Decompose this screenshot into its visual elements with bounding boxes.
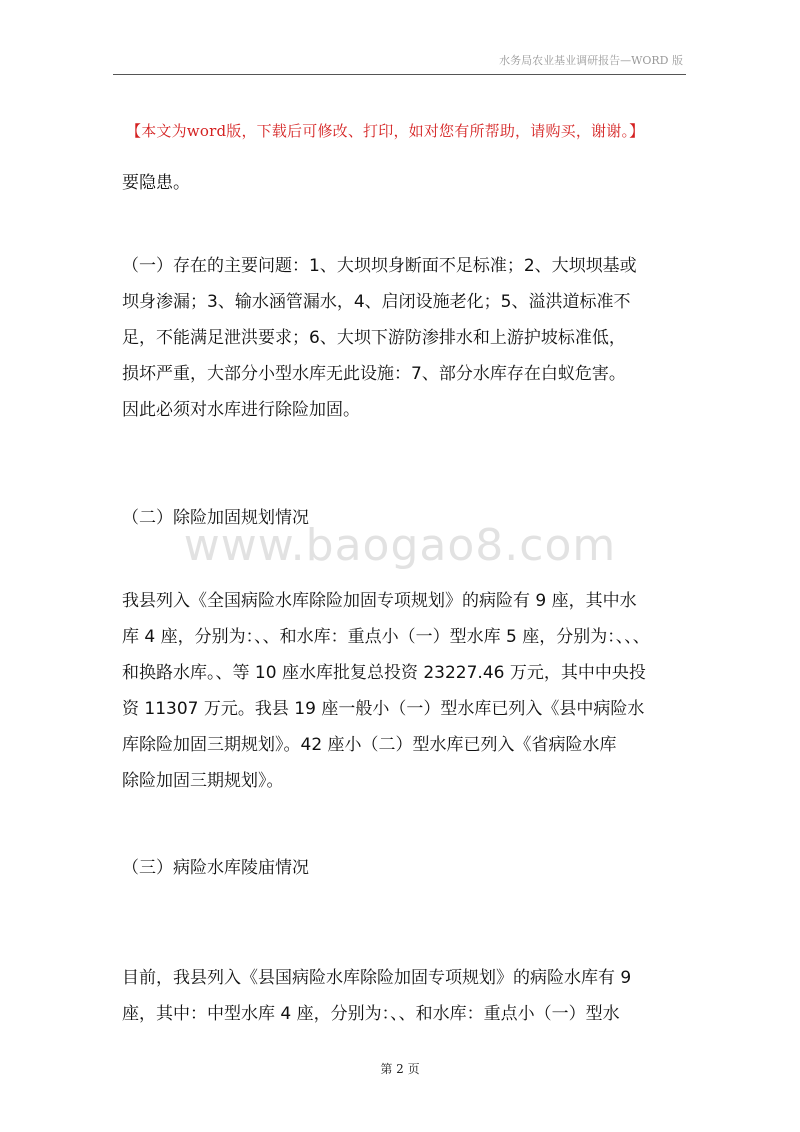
text-line: 库 4 座，分别为：、、和水库：重点小（一）型水库 5 座，分别为：、、、 <box>122 627 650 647</box>
header-divider <box>113 74 686 75</box>
text-line: 座，其中：中型水库 4 座，分别为：、、和水库：重点小（一）型水 <box>122 1004 620 1024</box>
text-line: 我县列入《全国病险水库除险加固专项规划》的病险有 9 座，其中水 <box>122 591 637 611</box>
page-number: 第 2 页 <box>380 1062 420 1076</box>
section-heading-plan <box>122 500 694 536</box>
text-line: 资 11307 万元。我县 19 座一般小（一）型水库已列入《县中病险水 <box>122 699 645 719</box>
text-line: 损坏严重，大部分小型水库无此设施：7、部分水库存在白蚁危害。 <box>122 364 626 384</box>
text-line: 和换路水库。、等 10 座水库批复总投资 23227.46 万元，其中中央投 <box>122 663 646 683</box>
text-line: （二）除险加固规划情况 <box>122 508 309 528</box>
text-line: 目前，我县列入《县国病险水库除险加固专项规划》的病险水库有 9 <box>122 968 632 988</box>
text-line: 足，不能满足泄洪要求；6、大坝下游防渗排水和上游护坡标准低， <box>122 328 626 348</box>
text-line: 坝身渗漏；3、输水涵管漏水，4、启闭设施老化；5、溢洪道标准不 <box>122 292 631 312</box>
paragraph-main-problems <box>122 248 694 428</box>
text-line: 除险加固三期规划》。 <box>122 771 284 791</box>
paragraph-continuation <box>122 165 694 201</box>
section-heading-status <box>122 850 694 886</box>
download-notice: 【本文为word版，下载后可修改、打印，如对您有所帮助，请购买，谢谢。】 <box>126 122 645 140</box>
running-header: 水务局农业基业调研报告—WORD 版 <box>499 54 683 67</box>
text-line: 要隐患。 <box>122 173 190 193</box>
text-line: （一）存在的主要问题：1、大坝坝身断面不足标准；2、大坝坝基或 <box>122 256 637 276</box>
text-line: 库除险加固三期规划》。42 座小（二）型水库已列入《省病险水库 <box>122 735 617 755</box>
watermark: www.baogao8.com <box>183 520 617 571</box>
text-line: （三）病险水库陵庙情况 <box>122 858 309 878</box>
paragraph-status-details <box>122 960 694 1032</box>
paragraph-plan-details <box>122 583 694 799</box>
text-line: 因此必须对水库进行除险加固。 <box>122 400 360 420</box>
